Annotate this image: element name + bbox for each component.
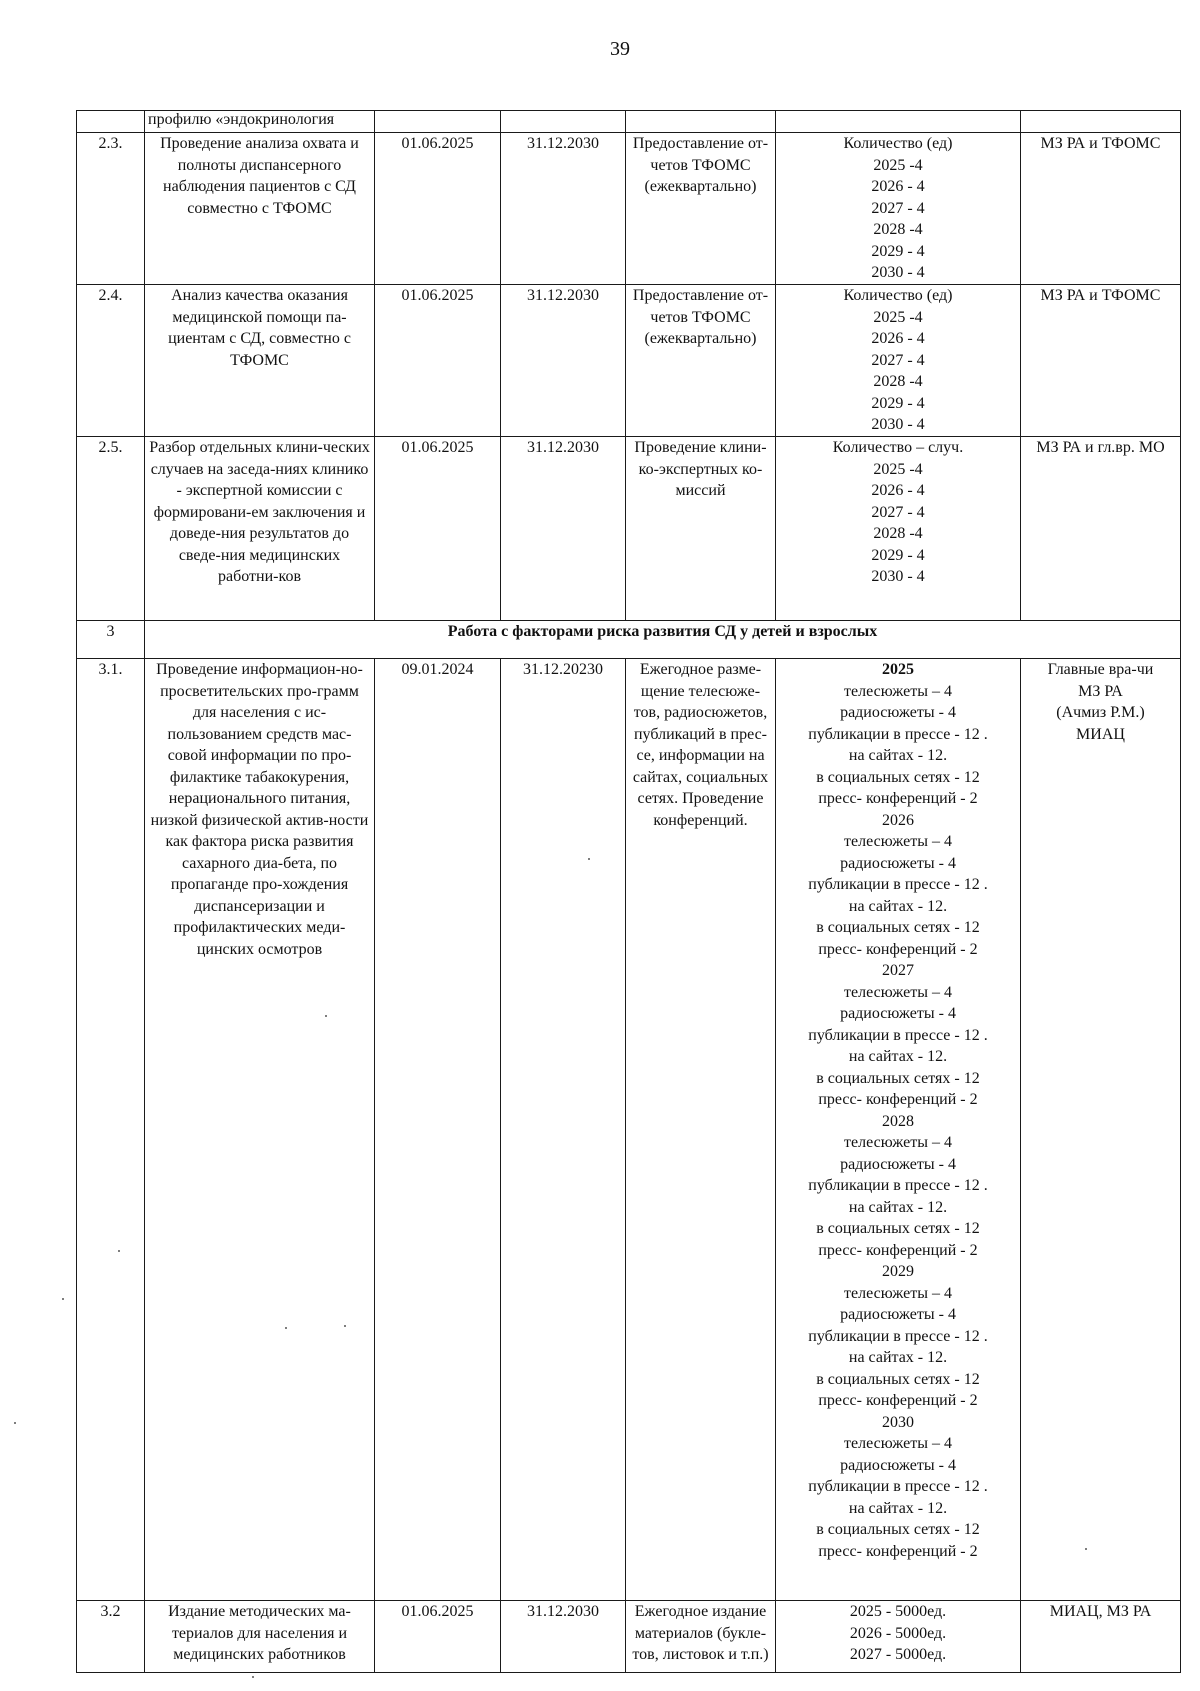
scan-speck — [588, 858, 590, 860]
table-row — [77, 437, 1181, 621]
start-date: 09.01.2024 — [375, 659, 501, 1601]
scan-speck — [1085, 1548, 1087, 1550]
row-number: 3.2 — [77, 1601, 145, 1673]
section-row — [77, 621, 1181, 659]
result-cell: Предоставление от-четов ТФОМС (ежеквартально) — [626, 133, 776, 285]
scan-speck — [14, 1422, 16, 1424]
scan-speck — [62, 1298, 64, 1300]
responsible-cell: МЗ РА и ТФОМС — [1021, 285, 1181, 437]
measure-cell: Издание методических ма-териалов для населения и медицинских работников — [145, 1601, 375, 1673]
start-date: 01.06.2025 — [375, 437, 501, 621]
measure-cell: Анализ качества оказания медицинской помощи па-циентам с СД, совместно с ТФОМС — [145, 285, 375, 437]
year-heading: 2025 — [882, 661, 914, 678]
section-title: Работа с факторами риска развития СД у детей и взрослых — [145, 621, 1181, 659]
measure-cell: Разбор отдельных клини-ческих случаев на заседа-ниях клинико - экспертной комиссии с формировани-ем заключения и доведе-ния результатов до сведе-ния медицинских работни-ков — [145, 437, 375, 621]
start-date: 01.06.2025 — [375, 285, 501, 437]
table-row — [77, 133, 1181, 285]
measure-cell: Проведение анализа охвата и полноты диспансерного наблюдения пациентов с СД совместно с ТФОМС — [145, 133, 375, 285]
measure-cell: Проведение информацион-но- просветительских про-грамм для населения с ис-пользованием средств мас-совой информации по про-филактике табакокурения, нерационального питания, низкой физической актив-ности как фактора риска развития сахарного диа-бета, по пропаганде про-хождения диспансеризации и профилактических меди-цинских осмотров — [145, 659, 375, 1601]
section-number: 3 — [77, 621, 145, 659]
year-heading: 2030 — [882, 1413, 914, 1431]
year-heading: 2027 — [882, 962, 914, 979]
end-date: 31.12.2030 — [501, 285, 626, 437]
row-number: 3.1. — [77, 659, 145, 1601]
end-date: 31.12.2030 — [501, 437, 626, 621]
year-heading: 2029 — [882, 1263, 914, 1280]
page-number: 39 — [610, 38, 630, 60]
responsible-cell: МЗ РА и ТФОМС — [1021, 133, 1181, 285]
measure-cell: профилю «эндокринология — [145, 111, 375, 133]
scan-speck — [118, 1250, 120, 1252]
result-cell: Предоставление от-четов ТФОМС (ежеквартально) — [626, 285, 776, 437]
scan-speck — [344, 1325, 346, 1327]
responsible-cell: МЗ РА и гл.вр. МО — [1021, 437, 1181, 621]
start-date: 01.06.2025 — [375, 133, 501, 285]
plan-table — [76, 110, 1181, 1673]
row-number: 2.4. — [77, 285, 145, 437]
result-cell: Проведение клини-ко-экспертных ко-миссий — [626, 437, 776, 621]
end-date: 31.12.20230 — [501, 659, 626, 1601]
row-number: 2.5. — [77, 437, 145, 621]
end-date: 31.12.2030 — [501, 133, 626, 285]
table-row — [77, 1601, 1181, 1673]
scan-speck — [285, 1327, 287, 1329]
start-date: 01.06.2025 — [375, 1601, 501, 1673]
result-cell: Ежегодное разме-щение телесюже-тов, радиосюжетов, публикаций в прес-се, информации на сайтах, социальных сетях. Проведение конференций. — [626, 659, 776, 1601]
responsible-cell: Главные вра-чи МЗ РА (Ачмиз Р.М.) МИАЦ — [1021, 659, 1181, 1601]
year-heading: 2028 — [882, 1112, 914, 1130]
indicator-cell: Количество (ед) 2025 -4 2026 - 4 2027 - 4 2028 -4 2029 - 4 2030 - 4 — [776, 285, 1021, 437]
row-number: 2.3. — [77, 133, 145, 285]
indicator-cell: 2025 телесюжеты – 4 радиосюжеты - 4 публикации в прессе - 12 . на сайтах - 12. в социальных сетях - 12 пресс- конференций - 2 2026 телесюжеты – 4 радиосюжеты - 4 публикации в прессе - 12 . на сайтах - 12. в социальных сетях - 12 пресс- конференций - 2 2027 телесюжеты – 4 радиосюжеты - 4 публикации в прессе - 12 . на сайтах - 12. в социальных сетях - 12 пресс- конференций - 2 2028 телесюжеты – 4 радиосюжеты - 4 публикации в прессе - 12 . на сайтах - 12. в социальных сетях - 12 пресс- конференций - 2 2029 телесюжеты – 4 радиосюжеты - 4 публикации в прессе - 12 . на сайтах - 12. в социальных сетях - 12 пресс- конференций - 2 2030 телесюжеты – 4 радиосюжеты - 4 публикации в прессе - 12 . на сайтах - 12. в социальных сетях - 12 пресс- конференций - 2 — [776, 659, 1021, 1601]
end-date: 31.12.2030 — [501, 1601, 626, 1673]
indicator-cell: 2025 - 5000ед. 2026 - 5000ед. 2027 - 5000ед. — [776, 1601, 1021, 1673]
result-cell: Ежегодное издание материалов (букле-тов, листовок и т.п.) — [626, 1601, 776, 1673]
table-row — [77, 111, 1181, 133]
indicator-cell: Количество (ед) 2025 -4 2026 - 4 2027 - 4 2028 -4 2029 - 4 2030 - 4 — [776, 133, 1021, 285]
responsible-cell: МИАЦ, МЗ РА — [1021, 1601, 1181, 1673]
table-row — [77, 659, 1181, 1601]
table-row — [77, 285, 1181, 437]
year-heading: 2026 — [882, 811, 914, 829]
scan-speck — [325, 1015, 327, 1017]
scan-speck — [252, 1676, 254, 1678]
indicator-cell: Количество – случ. 2025 -4 2026 - 4 2027 - 4 2028 -4 2029 - 4 2030 - 4 — [776, 437, 1021, 621]
